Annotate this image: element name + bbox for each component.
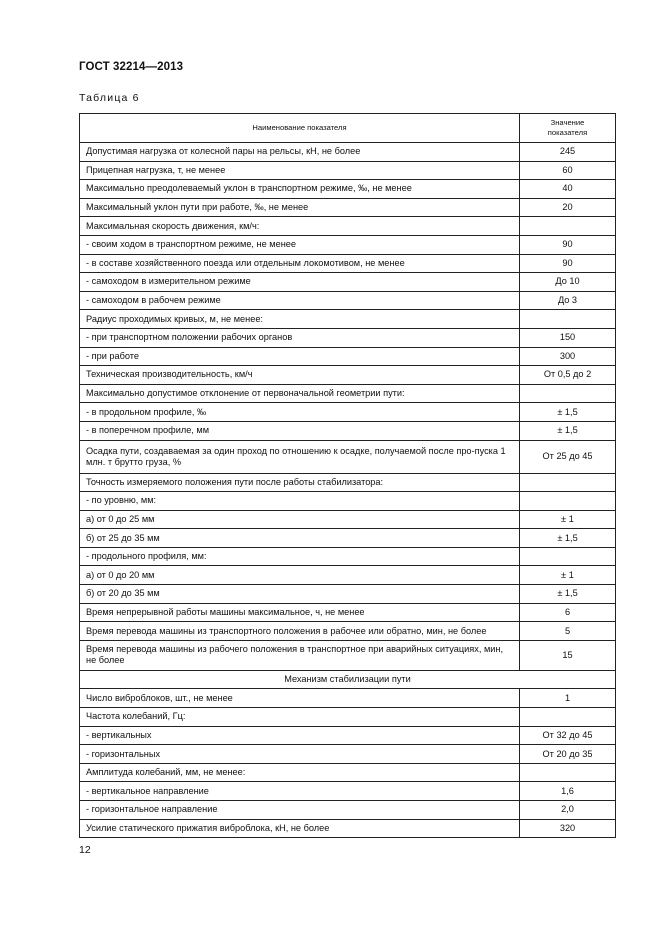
row-value: ± 1 <box>520 510 616 529</box>
document-code: ГОСТ 32214—2013 <box>79 61 184 73</box>
table-row <box>80 254 616 273</box>
row-name: Максимально допустимое отклонение от первоначальной геометрии пути: <box>80 384 520 403</box>
row-name: - самоходом в измерительном режиме <box>80 273 520 292</box>
table-row <box>80 801 616 820</box>
table-row <box>80 273 616 292</box>
row-name: - своим ходом в транспортном режиме, не менее <box>80 235 520 254</box>
table-row <box>80 529 616 548</box>
table-row <box>80 726 616 745</box>
row-value: ± 1,5 <box>520 585 616 604</box>
row-name: - вертикальных <box>80 726 520 745</box>
table-row <box>80 291 616 310</box>
table-row <box>80 566 616 585</box>
table-row <box>80 689 616 708</box>
table-row <box>80 622 616 641</box>
row-name: - в продольном профиле, ‰ <box>80 403 520 422</box>
table-row <box>80 440 616 473</box>
row-name: Время перевода машины из транспортного положения в рабочее или обратно, мин, не более <box>80 622 520 641</box>
row-name: - самоходом в рабочем режиме <box>80 291 520 310</box>
page-number: 12 <box>79 844 91 856</box>
row-value: 90 <box>520 235 616 254</box>
row-name: Осадка пути, создаваемая за один проход по отношению к осадке, получаемой после про-пуска 1 млн. т брутто груза, % <box>80 440 520 473</box>
row-value: 6 <box>520 603 616 622</box>
row-name: - вертикальное направление <box>80 782 520 801</box>
table-row <box>80 161 616 180</box>
spec-table <box>79 113 616 838</box>
row-name: Время непрерывной работы машины максимальное, ч, не менее <box>80 603 520 622</box>
table-row <box>80 745 616 764</box>
row-name: Максимальная скорость движения, км/ч: <box>80 217 520 236</box>
table-header-row <box>80 114 616 143</box>
column-header-value-line2: показателя <box>547 128 588 137</box>
row-name: - в составе хозяйственного поезда или отдельным локомотивом, не менее <box>80 254 520 273</box>
row-value: 15 <box>520 640 616 670</box>
row-value: 40 <box>520 180 616 199</box>
row-name: Техническая производительность, км/ч <box>80 366 520 385</box>
row-name: Прицепная нагрузка, т, не менее <box>80 161 520 180</box>
table-row <box>80 235 616 254</box>
row-value: 20 <box>520 198 616 217</box>
row-value <box>520 310 616 329</box>
table-row <box>80 143 616 162</box>
row-value: До 10 <box>520 273 616 292</box>
row-value <box>520 763 616 782</box>
row-name: Усилие статического прижатия виброблока, кН, не более <box>80 819 520 838</box>
table-row <box>80 180 616 199</box>
row-name: - в поперечном профиле, мм <box>80 421 520 440</box>
row-name: Частота колебаний, Гц: <box>80 708 520 727</box>
table-row <box>80 782 616 801</box>
row-name: - горизонтальное направление <box>80 801 520 820</box>
row-value: 2,0 <box>520 801 616 820</box>
row-value: 150 <box>520 328 616 347</box>
column-header-value-line1: Значение <box>550 118 585 127</box>
row-value: 320 <box>520 819 616 838</box>
row-value: От 0,5 до 2 <box>520 366 616 385</box>
table-caption: Таблица 6 <box>79 92 140 104</box>
row-name: Допустимая нагрузка от колесной пары на рельсы, кН, не более <box>80 143 520 162</box>
table-row <box>80 603 616 622</box>
row-name: - по уровню, мм: <box>80 492 520 511</box>
row-name: б) от 25 до 35 мм <box>80 529 520 548</box>
table-row <box>80 217 616 236</box>
section-title: Механизм стабилизации пути <box>80 670 616 689</box>
table-row <box>80 198 616 217</box>
row-value: От 25 до 45 <box>520 440 616 473</box>
table-row <box>80 492 616 511</box>
table-row <box>80 366 616 385</box>
table-row <box>80 510 616 529</box>
row-value: ± 1 <box>520 566 616 585</box>
table-row <box>80 421 616 440</box>
row-name: Точность измеряемого положения пути после работы стабилизатора: <box>80 473 520 492</box>
table-row <box>80 585 616 604</box>
table-section-row <box>80 670 616 689</box>
row-value: ± 1,5 <box>520 421 616 440</box>
row-value: 245 <box>520 143 616 162</box>
row-name: - при работе <box>80 347 520 366</box>
row-value: 300 <box>520 347 616 366</box>
table-row <box>80 763 616 782</box>
row-value: ± 1,5 <box>520 529 616 548</box>
row-value: 1 <box>520 689 616 708</box>
table-row <box>80 547 616 566</box>
row-name: Максимально преодолеваемый уклон в транспортном режиме, ‰, не менее <box>80 180 520 199</box>
table-row <box>80 384 616 403</box>
row-value <box>520 492 616 511</box>
row-name: - при транспортном положении рабочих органов <box>80 328 520 347</box>
row-value <box>520 473 616 492</box>
row-value: До 3 <box>520 291 616 310</box>
row-value <box>520 708 616 727</box>
row-value: 1,6 <box>520 782 616 801</box>
row-name: Амплитуда колебаний, мм, не менее: <box>80 763 520 782</box>
row-value: От 20 до 35 <box>520 745 616 764</box>
table-row <box>80 347 616 366</box>
row-name: Число виброблоков, шт., не менее <box>80 689 520 708</box>
column-header-name: Наименование показателя <box>80 114 520 143</box>
table-row <box>80 640 616 670</box>
table-row <box>80 328 616 347</box>
column-header-value <box>520 114 616 143</box>
row-name: а) от 0 до 20 мм <box>80 566 520 585</box>
row-name: - продольного профиля, мм: <box>80 547 520 566</box>
row-name: Максимальный уклон пути при работе, ‰, не менее <box>80 198 520 217</box>
table-row <box>80 708 616 727</box>
row-name: Время перевода машины из рабочего положения в транспортное при аварийных ситуациях, мин, не более <box>80 640 520 670</box>
table-row <box>80 819 616 838</box>
row-value <box>520 217 616 236</box>
row-value <box>520 384 616 403</box>
row-value: От 32 до 45 <box>520 726 616 745</box>
table-row <box>80 310 616 329</box>
row-name: Радиус проходимых кривых, м, не менее: <box>80 310 520 329</box>
row-value <box>520 547 616 566</box>
row-name: - горизонтальных <box>80 745 520 764</box>
row-name: а) от 0 до 25 мм <box>80 510 520 529</box>
row-value: 60 <box>520 161 616 180</box>
row-value: 5 <box>520 622 616 641</box>
row-value: 90 <box>520 254 616 273</box>
table-row <box>80 403 616 422</box>
table-row <box>80 473 616 492</box>
row-name: б) от 20 до 35 мм <box>80 585 520 604</box>
row-value: ± 1,5 <box>520 403 616 422</box>
